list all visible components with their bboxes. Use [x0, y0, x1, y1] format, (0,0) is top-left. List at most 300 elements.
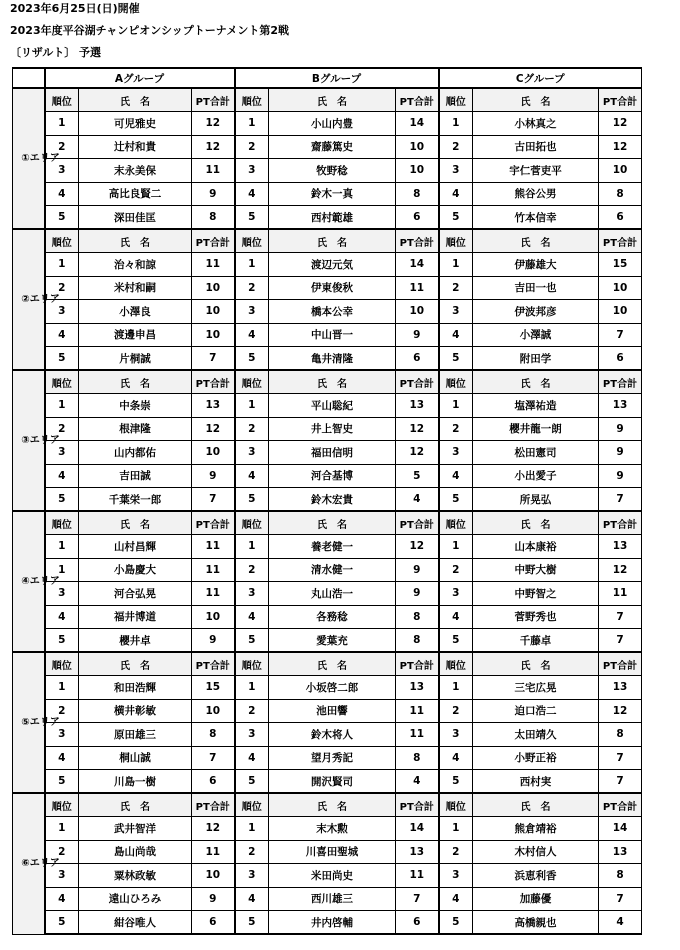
rank-cell: 5	[439, 488, 473, 512]
pt-total-cell: 11	[192, 159, 235, 183]
rank-cell: 5	[45, 488, 79, 512]
player-name-cell: 中条崇	[79, 394, 192, 418]
rank-header: 順位	[45, 511, 79, 535]
player-name-cell: 小山内豊	[269, 112, 396, 136]
player-name-cell: 米田尚史	[269, 864, 396, 888]
rank-cell: 1	[439, 112, 473, 136]
table-row	[13, 347, 642, 371]
pt-header: PT合計	[396, 370, 439, 394]
player-name-cell: 各務稔	[269, 605, 396, 629]
player-name-cell: 開沢賢司	[269, 770, 396, 794]
table-row	[13, 441, 642, 465]
pt-total-cell: 12	[192, 135, 235, 159]
pt-total-cell: 8	[599, 182, 642, 206]
rank-cell: 3	[439, 582, 473, 606]
player-name-cell: 小野正裕	[473, 746, 599, 770]
player-name-cell: 山村昌輝	[79, 535, 192, 559]
rank-cell: 3	[45, 159, 79, 183]
area-label	[13, 88, 60, 229]
table-row	[13, 417, 642, 441]
player-name-cell: 小澤良	[79, 300, 192, 324]
pt-header: PT合計	[599, 370, 642, 394]
rank-cell: 5	[439, 629, 473, 653]
player-name-cell: 伊東俊秋	[269, 276, 396, 300]
rank-cell: 1	[439, 394, 473, 418]
player-name-cell: 河合弘晃	[79, 582, 192, 606]
rank-header: 順位	[235, 793, 269, 817]
rank-cell: 5	[45, 206, 79, 230]
pt-total-cell: 10	[192, 699, 235, 723]
pt-total-cell: 9	[599, 417, 642, 441]
pt-total-cell: 12	[599, 558, 642, 582]
pt-total-cell: 4	[396, 770, 439, 794]
rank-cell: 2	[45, 276, 79, 300]
rank-cell: 5	[439, 206, 473, 230]
player-name-cell: 松田憲司	[473, 441, 599, 465]
pt-total-cell: 14	[396, 817, 439, 841]
pt-total-cell: 6	[192, 770, 235, 794]
pt-total-cell: 15	[599, 253, 642, 277]
player-name-cell: 小島慶大	[79, 558, 192, 582]
rank-cell: 2	[45, 699, 79, 723]
rank-cell: 4	[235, 323, 269, 347]
player-name-cell: 菅野秀也	[473, 605, 599, 629]
pt-total-cell: 6	[599, 347, 642, 371]
table-row	[13, 488, 642, 512]
player-name-cell: 紺谷唯人	[79, 911, 192, 935]
player-name-cell: 吉田一也	[473, 276, 599, 300]
column-header-row	[13, 652, 642, 676]
pt-total-cell: 10	[599, 300, 642, 324]
rank-cell: 4	[235, 887, 269, 911]
rank-cell: 5	[235, 347, 269, 371]
pt-total-cell: 6	[599, 206, 642, 230]
name-header: 氏 名	[79, 793, 192, 817]
pt-header: PT合計	[396, 88, 439, 112]
player-name-cell: 辻村和貴	[79, 135, 192, 159]
pt-total-cell: 12	[396, 417, 439, 441]
rank-cell: 3	[235, 864, 269, 888]
pt-total-cell: 7	[192, 488, 235, 512]
player-name-cell: 塩澤祐造	[473, 394, 599, 418]
player-name-cell: 原田雄三	[79, 723, 192, 747]
rank-cell: 1	[45, 817, 79, 841]
pt-total-cell: 11	[192, 253, 235, 277]
pt-total-cell: 8	[396, 629, 439, 653]
table-row	[13, 676, 642, 700]
player-name-cell: 古田拓也	[473, 135, 599, 159]
rank-cell: 1	[235, 535, 269, 559]
tournament-title: 2023年度平谷湖チャンピオンシップトーナメント第2戦	[10, 24, 290, 37]
pt-header: PT合計	[192, 511, 235, 535]
pt-total-cell: 10	[599, 276, 642, 300]
table-row	[13, 770, 642, 794]
rank-cell: 3	[439, 864, 473, 888]
player-name-cell: 粟林政敏	[79, 864, 192, 888]
pt-header: PT合計	[396, 793, 439, 817]
rank-header: 順位	[439, 88, 473, 112]
pt-total-cell: 9	[599, 464, 642, 488]
table-row	[13, 911, 642, 935]
pt-total-cell: 9	[396, 558, 439, 582]
rank-cell: 5	[439, 911, 473, 935]
pt-total-cell: 9	[192, 464, 235, 488]
name-header: 氏 名	[269, 652, 396, 676]
name-header: 氏 名	[473, 652, 599, 676]
table-row	[13, 629, 642, 653]
table-row	[13, 535, 642, 559]
rank-cell: 1	[439, 253, 473, 277]
pt-total-cell: 6	[396, 206, 439, 230]
rank-cell: 1	[45, 112, 79, 136]
player-name-cell: 中山晋一	[269, 323, 396, 347]
pt-total-cell: 11	[192, 558, 235, 582]
rank-cell: 2	[235, 840, 269, 864]
player-name-cell: 和田浩輝	[79, 676, 192, 700]
rank-cell: 3	[45, 300, 79, 324]
rank-header: 順位	[235, 511, 269, 535]
rank-cell: 2	[235, 699, 269, 723]
pt-total-cell: 7	[599, 770, 642, 794]
rank-cell: 2	[235, 276, 269, 300]
name-header: 氏 名	[269, 793, 396, 817]
player-name-cell: 鈴木宏貴	[269, 488, 396, 512]
pt-total-cell: 9	[192, 887, 235, 911]
pt-header: PT合計	[599, 793, 642, 817]
rank-cell: 5	[235, 770, 269, 794]
pt-total-cell: 11	[396, 864, 439, 888]
pt-total-cell: 9	[192, 629, 235, 653]
table-row	[13, 605, 642, 629]
name-header: 氏 名	[269, 229, 396, 253]
pt-total-cell: 10	[396, 300, 439, 324]
player-name-cell: 清水健一	[269, 558, 396, 582]
rank-cell: 1	[235, 676, 269, 700]
rank-cell: 5	[235, 911, 269, 935]
rank-header: 順位	[235, 229, 269, 253]
pt-total-cell: 12	[599, 699, 642, 723]
rank-cell: 2	[439, 276, 473, 300]
pt-total-cell: 7	[599, 746, 642, 770]
player-name-cell: 渡辺元気	[269, 253, 396, 277]
player-name-cell: 愛葉充	[269, 629, 396, 653]
rank-cell: 4	[439, 746, 473, 770]
rank-cell: 3	[439, 441, 473, 465]
player-name-cell: 吉田誠	[79, 464, 192, 488]
player-name-cell: 西村範雄	[269, 206, 396, 230]
table-row	[13, 840, 642, 864]
player-name-cell: 加藤優	[473, 887, 599, 911]
result-label: 〔リザルト〕 予選	[10, 46, 102, 59]
table-row	[13, 699, 642, 723]
rank-cell: 4	[235, 605, 269, 629]
results-table	[12, 67, 642, 935]
player-name-cell: 遠山ひろみ	[79, 887, 192, 911]
rank-cell: 2	[45, 417, 79, 441]
corner-cell	[13, 68, 45, 88]
pt-header: PT合計	[192, 229, 235, 253]
rank-header: 順位	[235, 652, 269, 676]
table-row	[13, 206, 642, 230]
column-header-row	[13, 370, 642, 394]
player-name-cell: 丸山浩一	[269, 582, 396, 606]
rank-cell: 1	[235, 253, 269, 277]
table-row	[13, 323, 642, 347]
pt-total-cell: 9	[599, 441, 642, 465]
pt-total-cell: 13	[599, 535, 642, 559]
pt-total-cell: 12	[599, 112, 642, 136]
rank-cell: 3	[235, 441, 269, 465]
player-name-cell: 武井智洋	[79, 817, 192, 841]
name-header: 氏 名	[79, 370, 192, 394]
area-label	[13, 652, 60, 793]
player-name-cell: 小澤誠	[473, 323, 599, 347]
player-name-cell: 小出愛子	[473, 464, 599, 488]
table-row	[13, 159, 642, 183]
rank-cell: 5	[235, 488, 269, 512]
name-header: 氏 名	[473, 370, 599, 394]
rank-cell: 5	[439, 770, 473, 794]
player-name-cell: 治々和諒	[79, 253, 192, 277]
rank-cell: 5	[45, 770, 79, 794]
pt-total-cell: 13	[599, 676, 642, 700]
rank-cell: 3	[439, 723, 473, 747]
rank-cell: 1	[45, 535, 79, 559]
rank-cell: 4	[45, 182, 79, 206]
rank-cell: 4	[235, 182, 269, 206]
rank-cell: 1	[439, 817, 473, 841]
pt-header: PT合計	[192, 88, 235, 112]
player-name-cell: 櫻井龍一朗	[473, 417, 599, 441]
pt-total-cell: 11	[396, 276, 439, 300]
pt-total-cell: 10	[396, 159, 439, 183]
pt-total-cell: 11	[396, 723, 439, 747]
player-name-cell: 千葉栄一郎	[79, 488, 192, 512]
player-name-cell: 鈴木将人	[269, 723, 396, 747]
pt-total-cell: 11	[396, 699, 439, 723]
rank-header: 順位	[439, 229, 473, 253]
table-row	[13, 112, 642, 136]
rank-header: 順位	[45, 370, 79, 394]
pt-total-cell: 4	[396, 488, 439, 512]
player-name-cell: 片桐誠	[79, 347, 192, 371]
rank-cell: 4	[439, 464, 473, 488]
rank-cell: 1	[235, 817, 269, 841]
rank-cell: 2	[45, 135, 79, 159]
rank-cell: 4	[45, 464, 79, 488]
player-name-cell: 附田学	[473, 347, 599, 371]
name-header: 氏 名	[473, 88, 599, 112]
name-header: 氏 名	[473, 511, 599, 535]
name-header: 氏 名	[269, 88, 396, 112]
pt-total-cell: 10	[192, 300, 235, 324]
pt-total-cell: 13	[599, 840, 642, 864]
pt-total-cell: 12	[599, 135, 642, 159]
player-name-cell: 西川雄三	[269, 887, 396, 911]
player-name-cell: 養老健一	[269, 535, 396, 559]
player-name-cell: 千藤卓	[473, 629, 599, 653]
player-name-cell: 竹本信幸	[473, 206, 599, 230]
pt-header: PT合計	[192, 370, 235, 394]
group-b-title: Bグループ	[235, 68, 439, 88]
pt-total-cell: 7	[192, 746, 235, 770]
player-name-cell: 末木勲	[269, 817, 396, 841]
player-name-cell: 高比良賢二	[79, 182, 192, 206]
rank-cell: 2	[439, 840, 473, 864]
rank-cell: 2	[235, 135, 269, 159]
rank-cell: 4	[439, 887, 473, 911]
rank-cell: 4	[235, 464, 269, 488]
rank-header: 順位	[439, 511, 473, 535]
player-name-cell: 齋藤篤史	[269, 135, 396, 159]
pt-total-cell: 13	[192, 394, 235, 418]
rank-cell: 3	[45, 864, 79, 888]
rank-cell: 1	[45, 558, 79, 582]
pt-header: PT合計	[396, 511, 439, 535]
rank-cell: 4	[439, 323, 473, 347]
table-row	[13, 135, 642, 159]
rank-header: 順位	[235, 88, 269, 112]
player-name-cell: 小坂啓二郎	[269, 676, 396, 700]
player-name-cell: 伊波邦彦	[473, 300, 599, 324]
rank-cell: 4	[439, 182, 473, 206]
pt-total-cell: 7	[599, 887, 642, 911]
player-name-cell: 熊谷公男	[473, 182, 599, 206]
name-header: 氏 名	[473, 793, 599, 817]
player-name-cell: 亀井清隆	[269, 347, 396, 371]
pt-header: PT合計	[192, 652, 235, 676]
pt-total-cell: 11	[599, 582, 642, 606]
rank-cell: 1	[45, 253, 79, 277]
rank-cell: 1	[439, 676, 473, 700]
rank-header: 順位	[45, 88, 79, 112]
event-date: 2023年6月25日(日)開催	[10, 2, 140, 15]
name-header: 氏 名	[269, 511, 396, 535]
rank-cell: 2	[439, 135, 473, 159]
pt-total-cell: 10	[192, 441, 235, 465]
rank-header: 順位	[45, 652, 79, 676]
rank-cell: 2	[45, 840, 79, 864]
player-name-cell: 山内都佑	[79, 441, 192, 465]
rank-cell: 5	[439, 347, 473, 371]
name-header: 氏 名	[79, 229, 192, 253]
pt-total-cell: 12	[396, 535, 439, 559]
pt-total-cell: 10	[396, 135, 439, 159]
player-name-cell: 横井彰敏	[79, 699, 192, 723]
table-row	[13, 723, 642, 747]
player-name-cell: 西村実	[473, 770, 599, 794]
rank-cell: 2	[235, 417, 269, 441]
name-header: 氏 名	[79, 511, 192, 535]
player-name-cell: 河合基博	[269, 464, 396, 488]
pt-total-cell: 12	[192, 817, 235, 841]
rank-cell: 2	[439, 417, 473, 441]
rank-header: 順位	[439, 793, 473, 817]
rank-header: 順位	[439, 370, 473, 394]
pt-total-cell: 14	[396, 253, 439, 277]
area-label-text: ⑥エリア	[21, 858, 60, 869]
player-name-cell: 井上智史	[269, 417, 396, 441]
rank-cell: 1	[235, 394, 269, 418]
table-row	[13, 182, 642, 206]
rank-cell: 5	[235, 629, 269, 653]
pt-total-cell: 10	[192, 276, 235, 300]
pt-total-cell: 4	[599, 911, 642, 935]
player-name-cell: 望月秀記	[269, 746, 396, 770]
pt-total-cell: 7	[599, 605, 642, 629]
rank-cell: 3	[45, 723, 79, 747]
rank-cell: 2	[439, 699, 473, 723]
rank-cell: 2	[439, 558, 473, 582]
rank-cell: 1	[235, 112, 269, 136]
area-label	[13, 511, 60, 652]
rank-cell: 4	[45, 746, 79, 770]
player-name-cell: 池田響	[269, 699, 396, 723]
rank-cell: 3	[235, 159, 269, 183]
column-header-row	[13, 88, 642, 112]
rank-cell: 3	[45, 582, 79, 606]
player-name-cell: 三宅広晃	[473, 676, 599, 700]
pt-total-cell: 8	[192, 206, 235, 230]
pt-total-cell: 14	[396, 112, 439, 136]
rank-cell: 1	[439, 535, 473, 559]
table-row	[13, 253, 642, 277]
column-header-row	[13, 793, 642, 817]
table-row	[13, 864, 642, 888]
pt-header: PT合計	[396, 652, 439, 676]
rank-cell: 4	[235, 746, 269, 770]
column-header-row	[13, 511, 642, 535]
player-name-cell: 高橋親也	[473, 911, 599, 935]
pt-header: PT合計	[599, 229, 642, 253]
rank-cell: 1	[45, 394, 79, 418]
pt-total-cell: 7	[599, 323, 642, 347]
player-name-cell: 末永美保	[79, 159, 192, 183]
player-name-cell: 福田信明	[269, 441, 396, 465]
player-name-cell: 平山聡紀	[269, 394, 396, 418]
pt-total-cell: 8	[396, 746, 439, 770]
pt-total-cell: 11	[192, 535, 235, 559]
player-name-cell: 福井博道	[79, 605, 192, 629]
area-label	[13, 229, 60, 370]
rank-cell: 5	[45, 911, 79, 935]
pt-total-cell: 8	[192, 723, 235, 747]
rank-cell: 5	[45, 347, 79, 371]
pt-total-cell: 7	[396, 887, 439, 911]
rank-cell: 3	[235, 723, 269, 747]
rank-header: 順位	[45, 793, 79, 817]
player-name-cell: 井内啓輔	[269, 911, 396, 935]
player-name-cell: 桐山誠	[79, 746, 192, 770]
name-header: 氏 名	[79, 88, 192, 112]
name-header: 氏 名	[473, 229, 599, 253]
pt-total-cell: 9	[192, 182, 235, 206]
player-name-cell: 熊倉靖裕	[473, 817, 599, 841]
table-row	[13, 558, 642, 582]
pt-total-cell: 12	[192, 417, 235, 441]
player-name-cell: 木村信人	[473, 840, 599, 864]
pt-total-cell: 11	[192, 582, 235, 606]
rank-cell: 2	[235, 558, 269, 582]
pt-total-cell: 7	[599, 488, 642, 512]
table-row	[13, 582, 642, 606]
pt-total-cell: 12	[192, 112, 235, 136]
pt-total-cell: 6	[192, 911, 235, 935]
area-label-text: ③エリア	[21, 434, 60, 446]
name-header: 氏 名	[79, 652, 192, 676]
player-name-cell: 太田靖久	[473, 723, 599, 747]
pt-total-cell: 6	[396, 911, 439, 935]
